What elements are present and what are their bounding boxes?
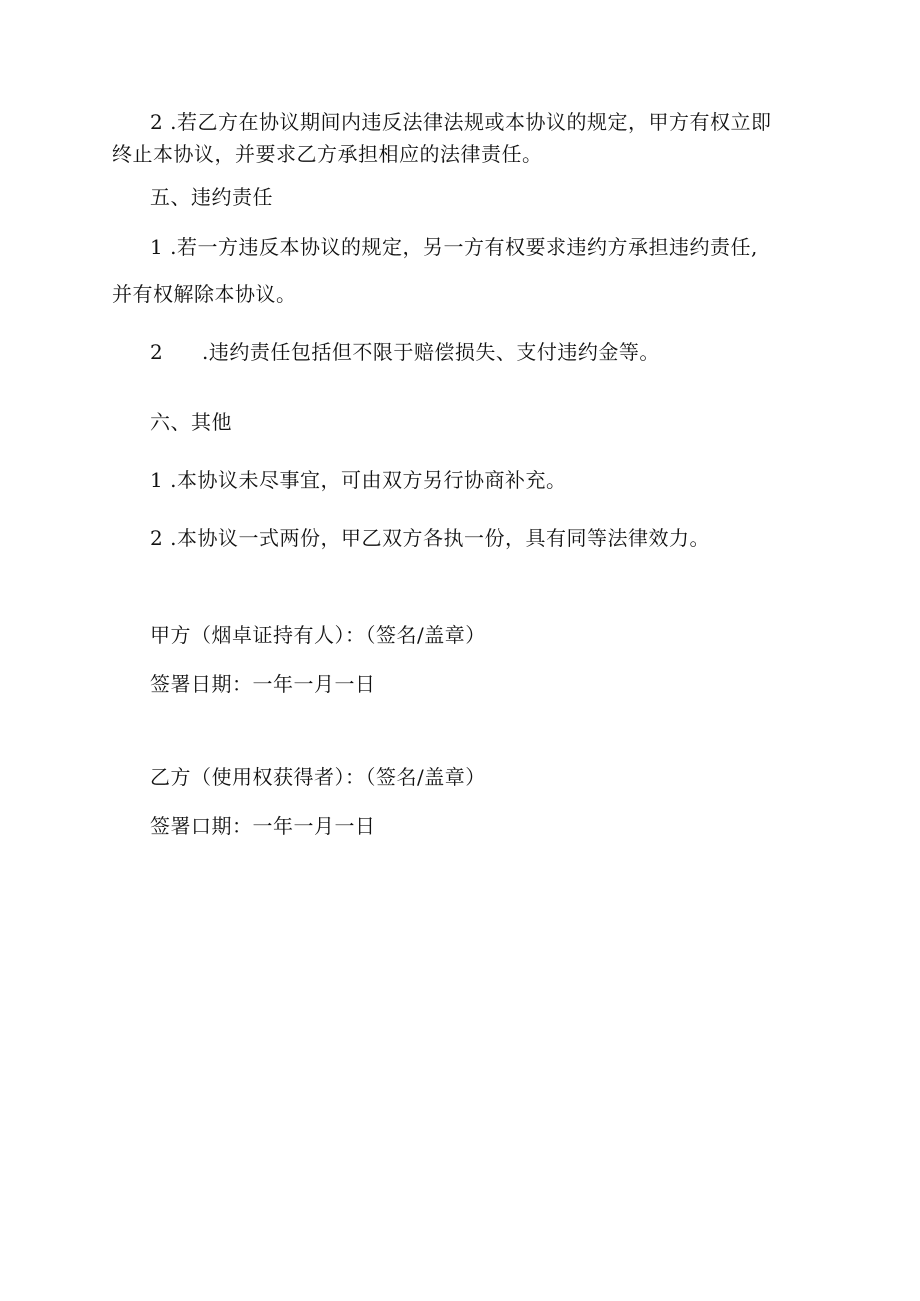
section5-item1-line2: 并有权解除本协议。 [112, 282, 297, 306]
section5-item1-line1: 1 .若一方违反本协议的规定，另一方有权要求违约方承担违约责任, [150, 235, 758, 259]
section4-item2-line2: 终止本协议，并要求乙方承担相应的法律责任。 [112, 142, 543, 166]
section5-heading: 五、违约责任 [150, 185, 273, 209]
section6-item2: 2 .本协议一式两份，甲乙双方各执一份，具有同等法律效力。 [150, 526, 710, 550]
section4-item2-line1: 2 .若乙方在协议期间内违反法律法规或本协议的规定，甲方有权立即 [150, 110, 772, 134]
party-a-date: 签署日期：一年一月一日 [150, 672, 376, 696]
section5-item2-text: .违约责任包括但不限于赔偿损失、支付违约金等。 [202, 340, 660, 364]
section6-heading: 六、其他 [150, 410, 232, 434]
party-b-signature: 乙方（使用权获得者）：（签名/盖章） [150, 765, 486, 789]
section5-item2-number: 2 [150, 340, 164, 364]
section6-item1: 1 .本协议未尽事宜，可由双方另行协商补充。 [150, 468, 567, 492]
party-a-signature: 甲方（烟卓证持有人）：（签名/盖章） [150, 623, 486, 647]
party-b-date: 签署口期：一年一月一日 [150, 814, 376, 838]
